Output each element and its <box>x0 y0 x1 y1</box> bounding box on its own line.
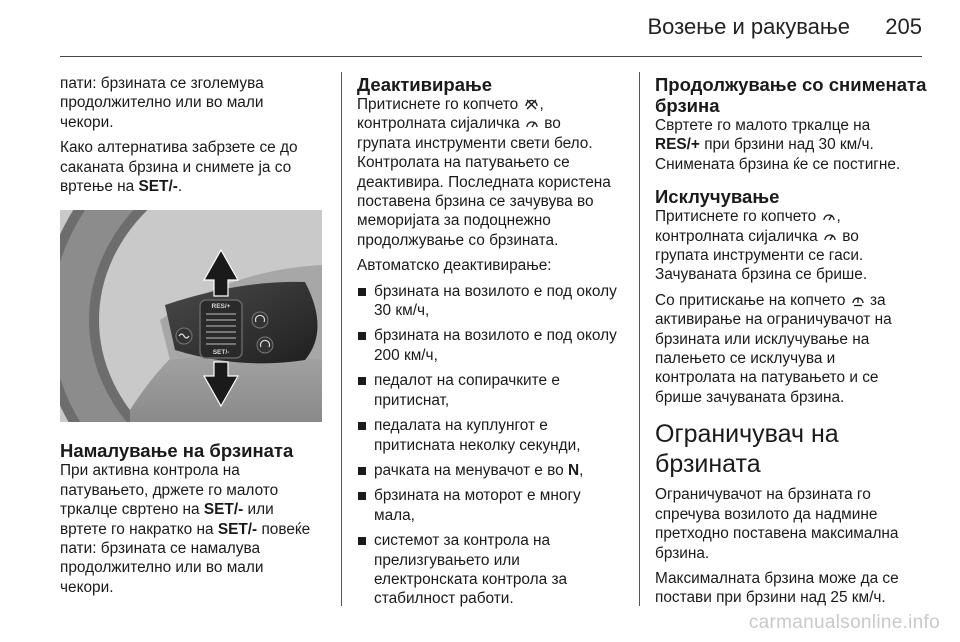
auto-deactivation-list <box>357 282 627 609</box>
heading-speed-limiter: Ограничувач на брзината <box>655 420 839 479</box>
column-1 <box>60 74 332 603</box>
steering-wheel-photo <box>60 210 322 422</box>
paragraph-resume: Свртете го малото тркалце на RES/+ при брзини над 30 км/ч. Снимената брзина ќе се постигне. <box>655 117 901 173</box>
list-item: педалот на сопирачките е притиснат, <box>357 371 627 410</box>
list-item: брзината на возилото е под околу 30 км/ч, <box>357 282 627 321</box>
column-3 <box>655 74 925 614</box>
set-button-label: SET/- <box>212 349 230 357</box>
paragraph-limiter-max: Максималната брзина може да се постави при брзини над 25 км/ч. <box>655 569 899 607</box>
page-number: 205 <box>885 14 922 39</box>
list-item: педалата на куплунгот е притисната неколку секунди, <box>357 416 627 455</box>
column-2 <box>357 74 627 615</box>
heading-decrease-speed: Намалување на брзината <box>60 440 294 462</box>
heading-deactivation: Деактивирање <box>357 74 493 95</box>
heading-resume-speed: Продолжување со снимената брзина <box>655 74 927 116</box>
paragraph-alternative: Како алтернатива забрзете се до саканата брзина и снимете ја со вртење на SET/-. <box>60 139 298 196</box>
paragraph-deactivation: Притиснете го копчето , контролната сијаличка во групата инструменти свети бело. Контролата на патувањето се деактивира. Последната користена поставена брзина се зачувува во меморијата за подоцнежно продолжување со брзината. <box>357 96 611 249</box>
list-item: системот за контрола на прелизгувањето или електронската контрола за стабилност работи. <box>357 531 627 609</box>
heading-switch-off: Исклучување <box>655 186 780 208</box>
column-divider-2 <box>639 72 640 606</box>
paragraph-increase-continued: пати: брзината се зголемува продолжително или во мали чекори. <box>60 75 264 131</box>
paragraph-auto-deactivation: Автоматско деактивирање: <box>357 257 552 275</box>
speed-limiter-icon <box>851 293 865 307</box>
column-divider-1 <box>341 72 342 606</box>
res-button-label: RES/+ <box>211 303 231 311</box>
cruise-cancel-icon <box>524 98 539 111</box>
running-header-title: Возење и ракување <box>647 14 850 39</box>
list-item: рачката на менувачот е во N, <box>357 461 627 480</box>
paragraph-decrease: При активна контрола на патувањето, држете го малото тркалце свртено на SET/- или вртете го накратко на SET/- повеќе пати: брзината се намалува продолжително или во мали чекори. <box>60 462 311 596</box>
list-item: брзината на возилото е под околу 200 км/ч, <box>357 326 627 365</box>
cruise-control-icon <box>525 117 539 130</box>
paragraph-limiter-button: Со притискање на копчето за активирање на ограничувачот на брзината или исклучување на палењето се исклучува и контролата на патувањето и се брише зачуваната брзина. <box>655 291 892 406</box>
watermark: carmanualsonline.info <box>748 612 940 633</box>
header-divider <box>60 56 922 57</box>
list-item: брзината на моторот е многу мала, <box>357 486 627 525</box>
paragraph-switch-off: Притиснете го копчето , контролната сијаличка во групата инструменти се гаси. Зачуваната брзина се брише. <box>655 208 868 284</box>
cruise-control-icon <box>822 210 836 223</box>
paragraph-limiter-intro: Ограничувачот на брзината го спречува возилото да надмине претходно поставена максимална брзина. <box>655 486 899 562</box>
cruise-control-icon <box>823 230 837 243</box>
